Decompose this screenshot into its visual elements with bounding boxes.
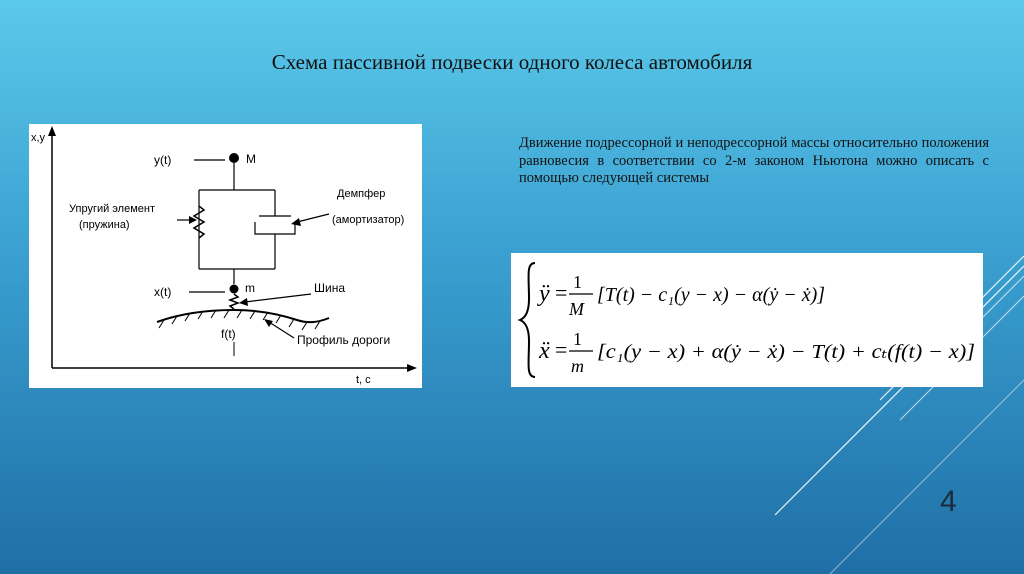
- damper-label-1: Демпфер: [337, 188, 386, 200]
- x-axis-label: t, с: [356, 374, 371, 386]
- f-label: f(t): [221, 327, 236, 341]
- sprung-mass-dot: [229, 153, 239, 163]
- equations-panel: [511, 253, 983, 387]
- x-label: x(t): [154, 285, 172, 299]
- y-axis-label: x,y: [31, 132, 46, 144]
- svg-text:[T(t) − c₁(y − x) − α(ẏ − ẋ)]: [T(t) − c₁(y − x) − α(ẏ − ẋ)]: [597, 284, 826, 306]
- system-brace: [520, 263, 535, 377]
- description-text: Движение подрессорной и неподрессорной массы относительно положения равновесия в соответствии со 2-м законом Ньютона можно описать с помощью следующей системы: [519, 135, 989, 186]
- spring-label-1: Упругий элемент: [69, 203, 156, 215]
- svg-text:m: m: [571, 356, 584, 376]
- sprung-mass-label: M: [246, 152, 256, 166]
- svg-text:M: M: [569, 299, 584, 319]
- equation-2: [538, 329, 975, 376]
- slide-title: Схема пассивной подвески одного колеса автомобиля: [271, 50, 753, 74]
- svg-text:ÿ: ÿ: [539, 281, 550, 307]
- page-number: 4: [940, 485, 957, 518]
- road-profile: [157, 310, 329, 322]
- y-axis-arrow: [48, 126, 56, 136]
- svg-text:1: 1: [573, 272, 582, 292]
- tire-spring-symbol: [230, 294, 238, 309]
- tire-label: Шина: [314, 281, 346, 295]
- svg-text:[c₁(y − x) + α(ẏ − ẋ) − T(t) +: [c₁(y − x) + α(ẏ − ẋ) − T(t) + cₜ(f(t) − x)]: [597, 341, 975, 363]
- suspension-diagram: [29, 124, 422, 388]
- unsprung-mass-label: m: [245, 281, 255, 295]
- svg-text:=: =: [555, 280, 568, 305]
- svg-text:=: =: [555, 337, 568, 362]
- equations: [511, 253, 983, 387]
- suspension-diagram-panel: [29, 124, 422, 388]
- damper-cylinder: [255, 222, 295, 234]
- equation-1: [537, 272, 825, 319]
- y-label: y(t): [154, 153, 172, 167]
- unsprung-mass-dot: [230, 285, 239, 294]
- svg-text:1: 1: [573, 329, 582, 349]
- damper-label-2: (амортизатор): [332, 214, 405, 226]
- svg-text:ẍ: ẍ: [539, 338, 550, 364]
- spring-label-2: (пружина): [79, 219, 130, 231]
- x-axis-arrow: [407, 364, 417, 372]
- road-label: Профиль дороги: [297, 333, 391, 347]
